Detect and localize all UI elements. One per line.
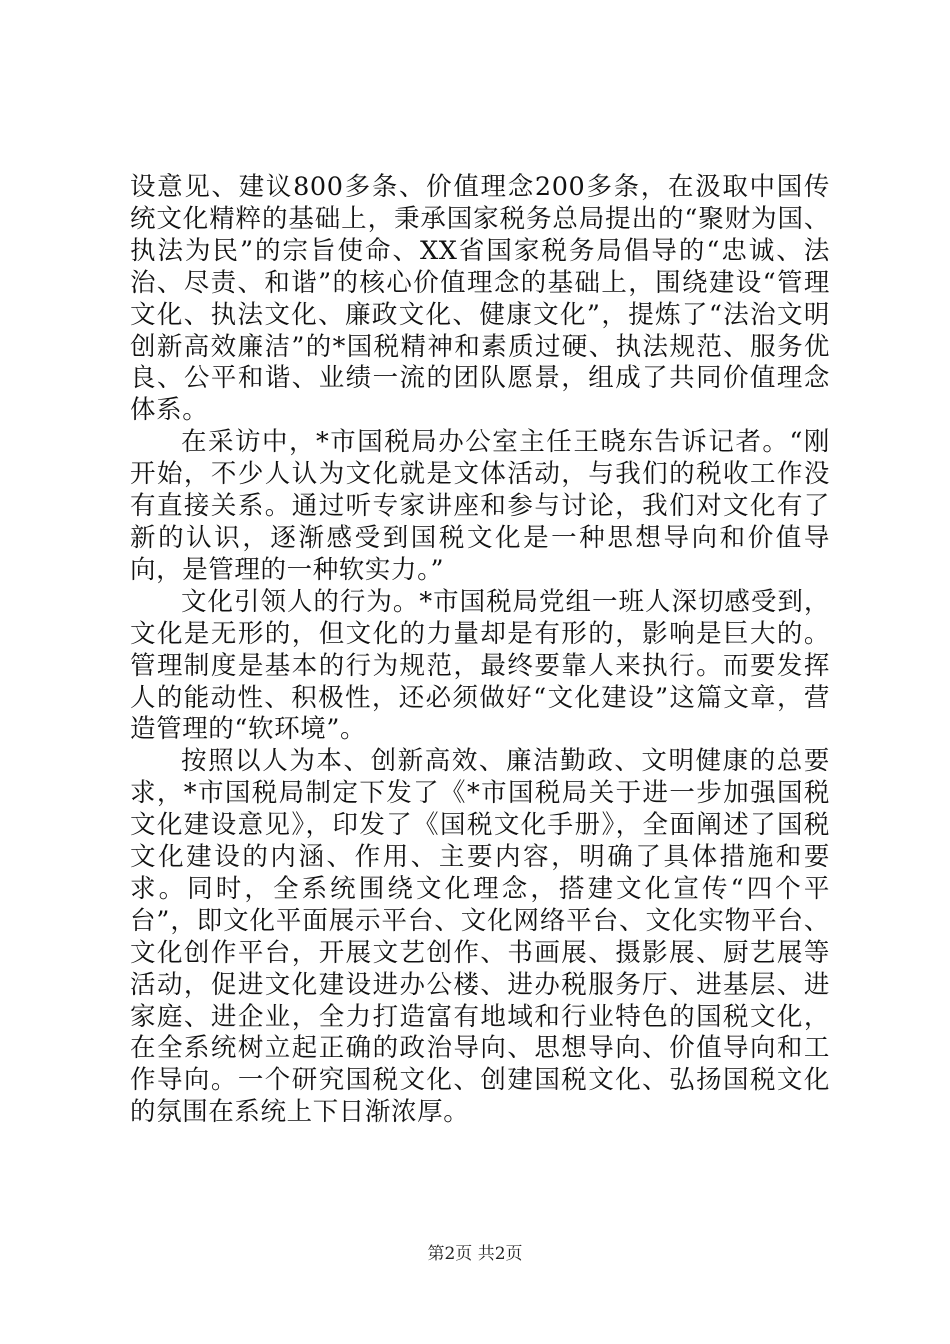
document-body [130,172,830,1129]
paragraph-interview: 在采访中，*市国税局办公室主任王晓东告诉记者。“刚开始，不少人认为文化就是文体活动，与我们的税收工作没有直接关系。通过听专家讲座和参与讨论，我们对文化有了新的认识，逐渐感受到国税文化是一种思想导向和价值导向，是管理的一种软实力。” [130,427,830,585]
paragraph-culture-leads: 文化引领人的行为。*市国税局党组一班人深切感受到，文化是无形的，但文化的力量却是有形的，影响是巨大的。管理制度是基本的行为规范，最终要靠人来执行。而要发挥人的能动性、积极性，还必须做好“文化建设”这篇文章，营造管理的“软环境”。 [130,586,830,745]
paragraph-requirements: 按照以人为本、创新高效、廉洁勤政、文明健康的总要求，*市国税局制定下发了《*市国税局关于进一步加强国税文化建设意见》，印发了《国税文化手册》，全面阐述了国税文化建设的内涵、作用、主要内容，明确了具体措施和要求。同时，全系统围绕文化理念，搭建文化宣传“四个平台”，即文化平面展示平台、文化网络平台、文化实物平台、文化创作平台，开展文艺创作、书画展、摄影展、厨艺展等活动，促进文化建设进办公楼、进办税服务厅、进基层、进家庭、进企业，全力打造富有地域和行业特色的国税文化，在全系统树立起正确的政治导向、思想导向、价值导向和工作导向。一个研究国税文化、创建国税文化、弘扬国税文化的氛围在系统上下日渐浓厚。 [130,746,830,1128]
paragraph-continued: 设意见、建议800多条、价值理念200多条，在汲取中国传统文化精粹的基础上，秉承国家税务总局提出的“聚财为国、执法为民”的宗旨使命、XX省国家税务局倡导的“忠诚、法治、尽责、和谐”的核心价值理念的基础上，围绕建设“管理文化、执法文化、廉政文化、健康文化”，提炼了“法治文明创新高效廉洁”的*国税精神和素质过硬、执法规范、服务优良、公平和谐、业绩一流的团队愿景，组成了共同价值理念体系。 [130,172,830,426]
page-footer: 第2页 共2页 [427,1244,523,1264]
